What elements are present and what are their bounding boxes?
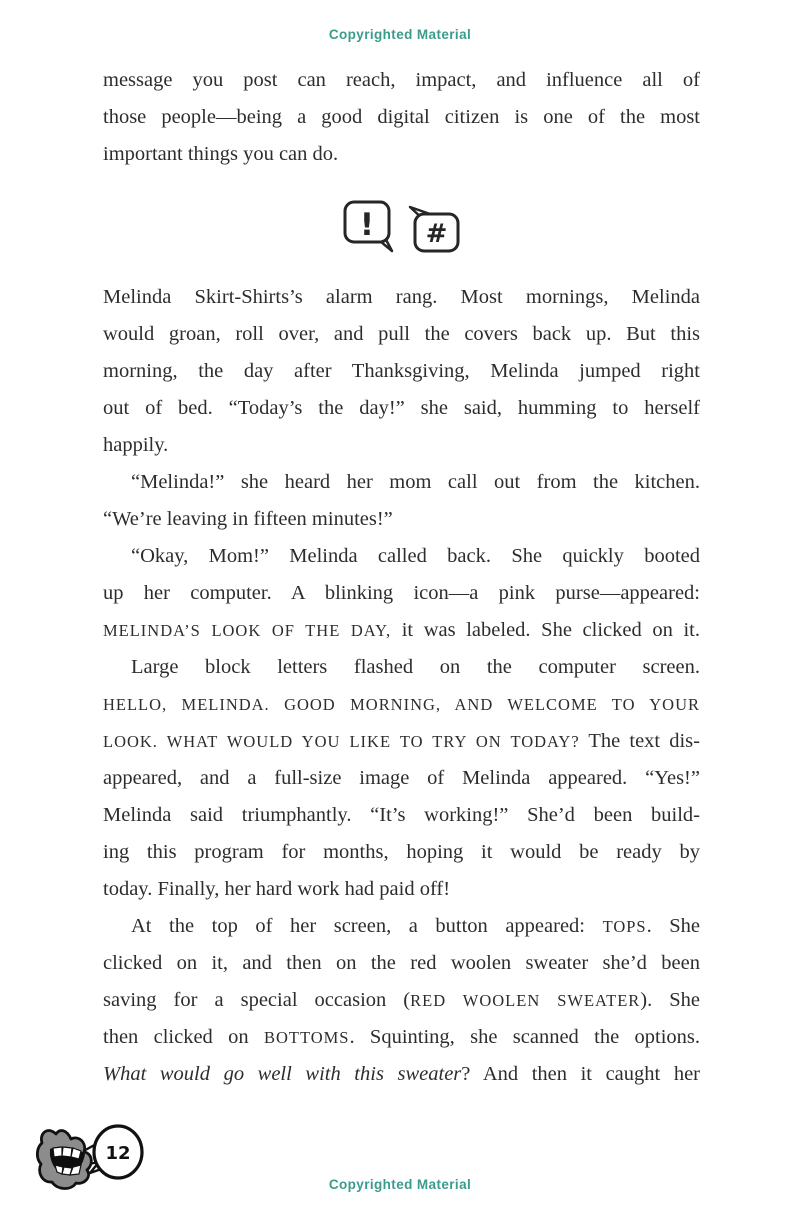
text-run: The text dis-	[579, 730, 700, 752]
text-line	[103, 136, 700, 173]
text-run: those people—being a good digital citizen is one of the most	[103, 106, 700, 128]
text-run: Melinda said triumphantly. “It’s working!” She’d been build-	[103, 804, 700, 826]
text-run: “Melinda!” she heard her mom call out from the kitchen.	[131, 471, 700, 493]
text-line	[103, 316, 700, 353]
text-run: today. Finally, her hard work had paid off!	[103, 878, 451, 900]
text-line	[103, 279, 700, 316]
page-number: 12	[105, 1143, 131, 1164]
text-line	[103, 62, 700, 99]
text-run: it was labeled. She clicked on it.	[391, 619, 700, 641]
text-run: ing this program for months, hoping it would be ready by	[103, 841, 700, 863]
text-run: then clicked on	[103, 1026, 264, 1048]
text-line	[103, 649, 700, 686]
text-run: “We’re leaving in fifteen minutes!”	[103, 508, 393, 530]
small-caps-run: TOPS	[602, 917, 647, 936]
small-caps-run: LOOK. WHAT WOULD YOU LIKE TO TRY ON TODAY?	[103, 732, 580, 751]
text-line	[103, 1056, 700, 1093]
text-line	[103, 945, 700, 982]
exclamation-speech-bubble-icon	[342, 198, 396, 254]
story-paragraphs	[103, 279, 700, 1093]
italic-run: What would go well with this sweater	[103, 1063, 462, 1085]
hashtag-glyph: #	[425, 219, 447, 249]
text-line	[103, 427, 700, 464]
opening-paragraphs	[103, 62, 700, 173]
text-run: ). She	[640, 989, 700, 1011]
text-line	[103, 99, 700, 136]
text-run: saving for a special occasion (	[103, 989, 411, 1011]
body-text	[103, 62, 700, 1093]
text-line	[103, 575, 700, 612]
text-run: message you post can reach, impact, and influence all of	[103, 69, 700, 91]
text-line	[103, 353, 700, 390]
hashtag-speech-bubble-icon	[408, 204, 462, 260]
text-run: appeared, and a full-size image of Melinda appeared. “Yes!”	[103, 767, 700, 789]
text-line	[103, 464, 700, 501]
text-line	[103, 612, 700, 649]
text-line	[103, 834, 700, 871]
text-line	[103, 871, 700, 908]
scene-break	[103, 173, 700, 279]
text-run: up her computer. A blinking icon—a pink purse—appeared:	[103, 582, 700, 604]
text-run: . She	[646, 915, 700, 937]
text-line	[103, 982, 700, 1019]
text-line	[103, 686, 700, 723]
text-run: important things you can do.	[103, 143, 339, 165]
copyright-footer: Copyrighted Material	[328, 1177, 472, 1192]
text-line	[103, 760, 700, 797]
text-line	[103, 908, 700, 945]
small-caps-run: RED WOOLEN SWEATER	[410, 991, 641, 1010]
text-run: happily.	[103, 434, 169, 456]
text-run: Melinda Skirt-Shirts’s alarm rang. Most mornings, Melinda	[103, 286, 700, 308]
text-line	[103, 797, 700, 834]
text-line	[103, 538, 700, 575]
text-line	[103, 723, 700, 760]
text-run: At the top of her screen, a button appeared:	[131, 915, 603, 937]
text-run: out of bed. “Today’s the day!” she said, humming to herself	[103, 397, 700, 419]
small-caps-run: HELLO, MELINDA. GOOD MORNING, AND WELCOME TO YOUR	[103, 695, 700, 714]
text-line	[103, 1019, 700, 1056]
text-line	[103, 501, 700, 538]
text-run: would groan, roll over, and pull the covers back up. But this	[103, 323, 700, 345]
text-line	[103, 390, 700, 427]
text-run: ? And then it caught her	[461, 1063, 700, 1085]
small-caps-run: BOTTOMS	[263, 1028, 350, 1047]
text-run: . Squinting, she scanned the options.	[349, 1026, 700, 1048]
text-run: “Okay, Mom!” Melinda called back. She quickly booted	[131, 545, 700, 567]
exclamation-glyph: !	[359, 207, 374, 243]
text-run: Large block letters flashed on the computer screen.	[131, 656, 700, 678]
small-caps-run: MELINDA’S LOOK OF THE DAY,	[103, 621, 392, 640]
text-run: clicked on it, and then on the red woolen sweater she’d been	[103, 952, 700, 974]
copyright-header: Copyrighted Material	[328, 27, 472, 42]
text-run: morning, the day after Thanksgiving, Melinda jumped right	[103, 360, 700, 382]
